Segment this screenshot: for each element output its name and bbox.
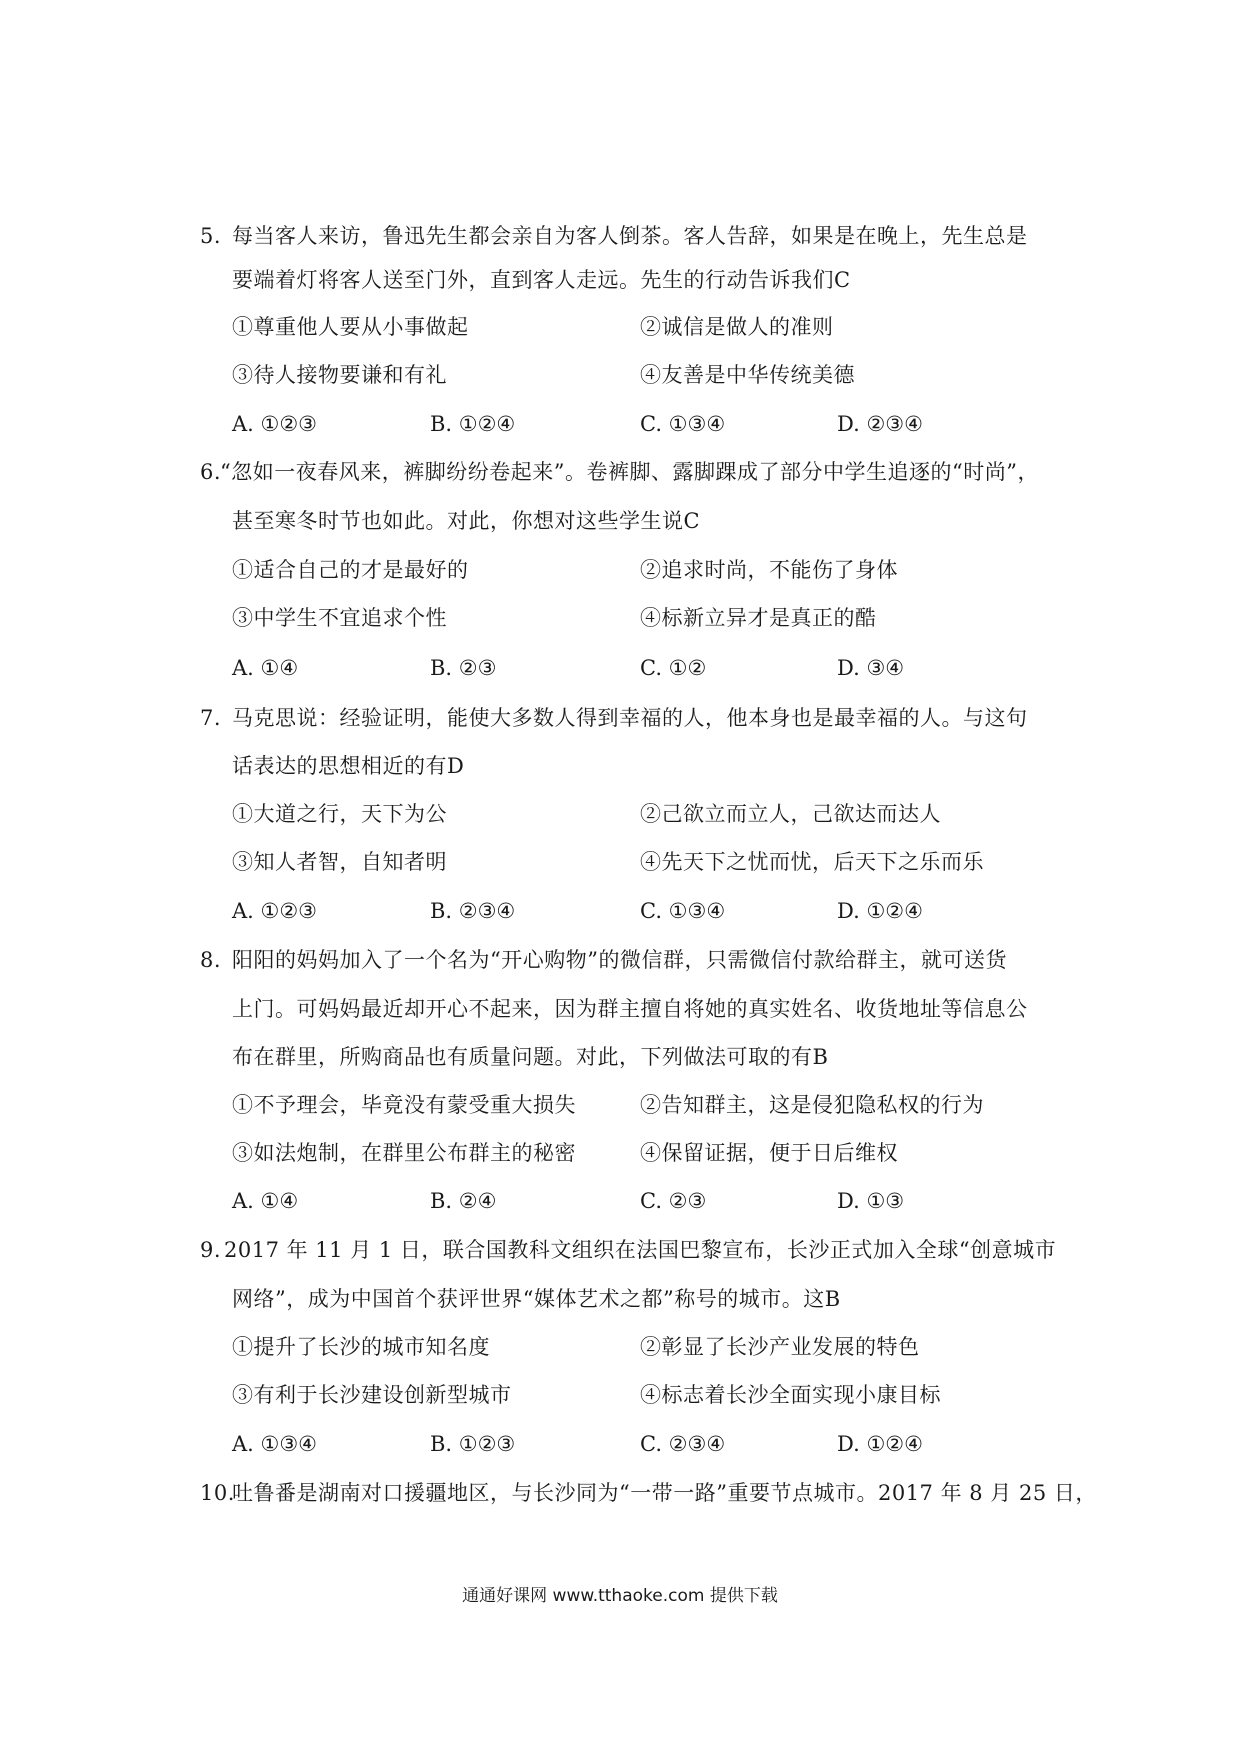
question-6-line-2: 甚至寒冬时节也如此。对此，你想对这些学生说C: [232, 509, 701, 533]
statement-3: ③有利于长沙建设创新型城市: [232, 1383, 512, 1407]
statement-4: ④标新立异才是真正的酷: [640, 606, 877, 630]
question-number: 9.: [200, 1238, 222, 1262]
question-8-line-2: 上门。可妈妈最近却开心不起来，因为群主擅自将她的真实姓名、收货地址等信息公: [232, 997, 1028, 1021]
choice-d: D. ①②④: [837, 899, 923, 923]
question-8-line-1: [200, 946, 1007, 974]
choice-c: C. ②③④: [640, 1432, 726, 1456]
question-10-line-1: [200, 1479, 1097, 1507]
question-7-line-1: [200, 704, 1028, 732]
statement-1: ①尊重他人要从小事做起: [232, 315, 469, 339]
choice-b: B. ②③: [430, 656, 497, 680]
question-5-line-2: 要端着灯将客人送至门外，直到客人走远。先生的行动告诉我们C: [232, 268, 851, 292]
statement-4: ④先天下之忧而忧，后天下之乐而乐: [640, 850, 984, 874]
question-7-line-2: 话表达的思想相近的有D: [232, 754, 465, 778]
statement-4: ④保留证据，便于日后维权: [640, 1141, 898, 1165]
question-text: 2017 年 11 月 1 日，联合国教科文组织在法国巴黎宣布，长沙正式加入全球“创意城市: [224, 1238, 1057, 1262]
choice-c: C. ①②: [640, 656, 707, 680]
question-text: “忽如一夜春风来，裤脚纷纷卷起来”。卷裤脚、露脚踝成了部分中学生追逐的“时尚”，: [220, 460, 1039, 484]
statement-2: ②己欲立而立人，己欲达而达人: [640, 802, 941, 826]
statement-2: ②彰显了长沙产业发展的特色: [640, 1335, 920, 1359]
question-number: 8.: [200, 948, 222, 972]
question-number: 5.: [200, 224, 222, 248]
choice-a: A. ①②③: [232, 899, 317, 923]
statement-3: ③待人接物要谦和有礼: [232, 363, 447, 387]
question-number: 7.: [200, 706, 222, 730]
choice-c: C. ②③: [640, 1189, 707, 1213]
choice-b: B. ①②③: [430, 1432, 516, 1456]
page-footer: 通通好课网 www.tthaoke.com 提供下载: [462, 1586, 778, 1606]
statement-4: ④友善是中华传统美德: [640, 363, 855, 387]
choice-d: D. ③④: [837, 656, 905, 680]
question-text: 马克思说：经验证明，能使大多数人得到幸福的人，他本身也是最幸福的人。与这句: [232, 706, 1028, 730]
choice-a: A. ①④: [232, 1189, 299, 1213]
statement-1: ①不予理会，毕竟没有蒙受重大损失: [232, 1093, 576, 1117]
question-number: 6.: [200, 460, 222, 484]
statement-2: ②告知群主，这是侵犯隐私权的行为: [640, 1093, 984, 1117]
question-text: 阳阳的妈妈加入了一个名为“开心购物”的微信群，只需微信付款给群主，就可送货: [232, 948, 1007, 972]
statement-3: ③中学生不宜追求个性: [232, 606, 447, 630]
question-8-line-3: 布在群里，所购商品也有质量问题。对此，下列做法可取的有B: [232, 1045, 829, 1069]
choice-b: B. ②④: [430, 1189, 497, 1213]
question-9-line-1: [200, 1236, 1056, 1264]
choice-a: A. ①②③: [232, 412, 317, 436]
choice-d: D. ①③: [837, 1189, 905, 1213]
statement-2: ②追求时尚，不能伤了身体: [640, 558, 898, 582]
choice-d: D. ②③④: [837, 412, 923, 436]
question-number: 10.: [200, 1481, 235, 1505]
choice-c: C. ①③④: [640, 412, 726, 436]
statement-1: ①适合自己的才是最好的: [232, 558, 469, 582]
choice-d: D. ①②④: [837, 1432, 923, 1456]
statement-3: ③知人者智，自知者明: [232, 850, 447, 874]
question-5-line-1: [200, 222, 1028, 250]
choice-a: A. ①④: [232, 656, 299, 680]
statement-1: ①大道之行，天下为公: [232, 802, 447, 826]
choice-b: B. ①②④: [430, 412, 516, 436]
question-text: 每当客人来访，鲁迅先生都会亲自为客人倒茶。客人告辞，如果是在晚上，先生总是: [232, 224, 1028, 248]
choice-a: A. ①③④: [232, 1432, 317, 1456]
choice-b: B. ②③④: [430, 899, 516, 923]
statement-2: ②诚信是做人的准则: [640, 315, 834, 339]
question-9-line-2: 网络”，成为中国首个获评世界“媒体艺术之都”称号的城市。这B: [232, 1287, 841, 1311]
statement-1: ①提升了长沙的城市知名度: [232, 1335, 490, 1359]
choice-c: C. ①③④: [640, 899, 726, 923]
question-text: 吐鲁番是湖南对口援疆地区，与长沙同为“一带一路”重要节点城市。2017 年 8 月 25 日，: [232, 1481, 1097, 1505]
statement-4: ④标志着长沙全面实现小康目标: [640, 1383, 941, 1407]
statement-3: ③如法炮制，在群里公布群主的秘密: [232, 1141, 576, 1165]
question-6-line-1: [200, 458, 1039, 486]
